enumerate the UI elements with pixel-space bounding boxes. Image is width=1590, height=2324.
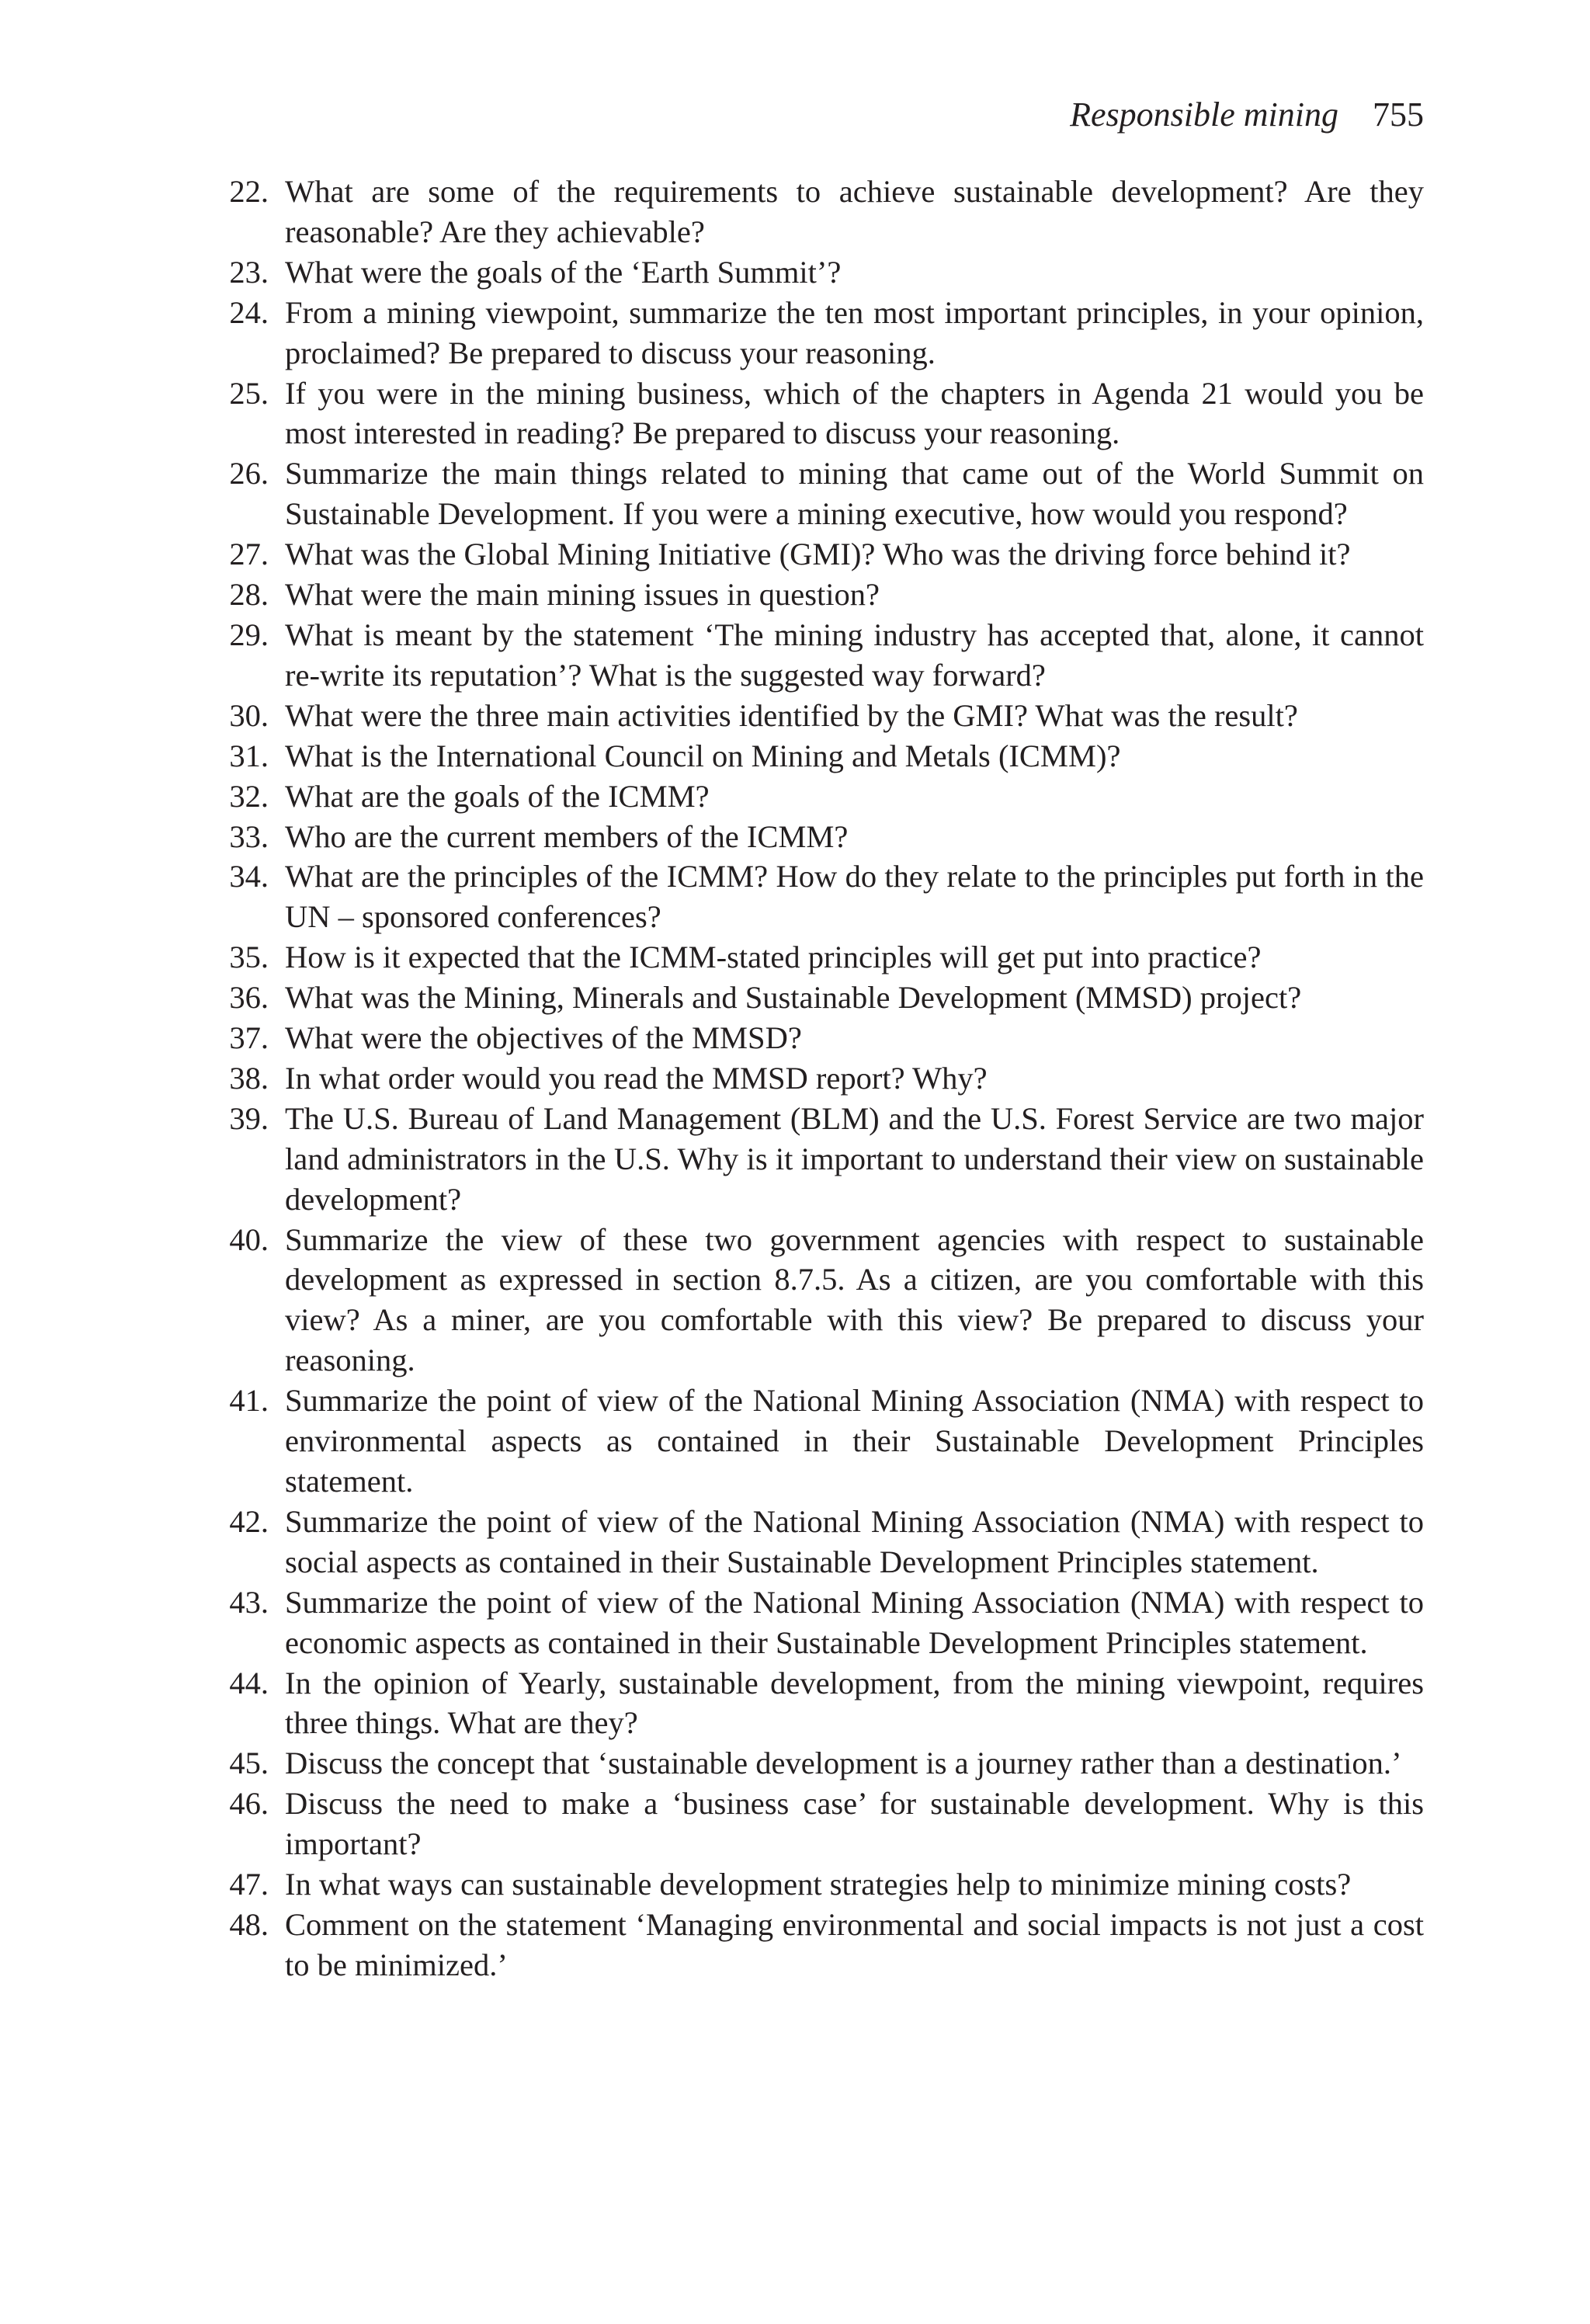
question-text: What were the goals of the ‘Earth Summit’?: [285, 254, 842, 290]
question-number: 36.: [229, 980, 269, 1016]
question-item: [203, 252, 1424, 293]
question-text: What were the objectives of the MMSD?: [285, 1020, 802, 1056]
question-number: 27.: [229, 537, 269, 572]
question-number: 38.: [229, 1060, 269, 1096]
question-number: 26.: [229, 456, 269, 492]
question-number: 33.: [229, 818, 269, 854]
question-number: 34.: [229, 859, 269, 895]
question-number: 22.: [229, 174, 269, 209]
question-item: [203, 856, 1424, 937]
question-item: [203, 1058, 1424, 1099]
question-item: [203, 937, 1424, 978]
question-text: From a mining viewpoint, summarize the ten most important principles, in your opinion, proclaimed? Be prepared to discuss your reasoning.: [285, 294, 1424, 370]
question-item: [203, 1018, 1424, 1058]
question-text: Discuss the concept that ‘sustainable development is a journey rather than a destination.’: [285, 1746, 1402, 1781]
question-number: 48.: [229, 1906, 269, 1942]
question-text: Comment on the statement ‘Managing environmental and social impacts is not just a cost to be minimized.’: [285, 1906, 1424, 1982]
question-text: What was the Global Mining Initiative (GMI)? Who was the driving force behind it?: [285, 537, 1351, 572]
question-number: 46.: [229, 1786, 269, 1822]
question-item: [203, 534, 1424, 575]
question-text: What was the Mining, Minerals and Sustainable Development (MMSD) project?: [285, 980, 1302, 1016]
question-number: 44.: [229, 1665, 269, 1700]
question-text: Summarize the point of view of the National Mining Association (NMA) with respect to social aspects as contained in their Sustainable Development Principles statement.: [285, 1503, 1424, 1579]
question-item: [203, 373, 1424, 454]
question-item: [203, 1743, 1424, 1784]
question-number: 35.: [229, 940, 269, 975]
question-text: Who are the current members of the ICMM?: [285, 818, 849, 854]
question-item: [203, 1220, 1424, 1381]
question-item: [203, 615, 1424, 696]
question-text: The U.S. Bureau of Land Management (BLM) and the U.S. Forest Service are two major land administrators in the U.S. Why is it important to understand their view on sustainable development?: [285, 1100, 1424, 1217]
question-number: 29.: [229, 617, 269, 652]
question-item: [203, 453, 1424, 534]
question-number: 24.: [229, 294, 269, 330]
question-item: [203, 1905, 1424, 1985]
question-number: 23.: [229, 254, 269, 290]
running-head-title: Responsible mining: [1070, 96, 1338, 134]
question-text: In the opinion of Yearly, sustainable development, from the mining viewpoint, requires three things. What are they?: [285, 1665, 1424, 1741]
question-item: [203, 776, 1424, 817]
question-text: What is meant by the statement ‘The mining industry has accepted that, alone, it cannot re-write its reputation’? What is the suggested way forward?: [285, 617, 1424, 693]
page-number: 755: [1373, 96, 1424, 134]
question-number: 25.: [229, 375, 269, 411]
question-text: What is the International Council on Mining and Metals (ICMM)?: [285, 738, 1121, 773]
question-number: 39.: [229, 1100, 269, 1136]
question-number: 45.: [229, 1746, 269, 1781]
question-item: [203, 1784, 1424, 1864]
question-item: [203, 1502, 1424, 1582]
question-item: [203, 1864, 1424, 1905]
question-text: Summarize the point of view of the National Mining Association (NMA) with respect to economic aspects as contained in their Sustainable Development Principles statement.: [285, 1584, 1424, 1660]
question-text: Discuss the need to make a ‘business case’ for sustainable development. Why is this important?: [285, 1786, 1424, 1862]
question-item: [203, 1582, 1424, 1663]
question-item: [203, 293, 1424, 373]
question-text: What are the goals of the ICMM?: [285, 778, 710, 814]
question-text: In what ways can sustainable development strategies help to minimize mining costs?: [285, 1867, 1352, 1902]
question-text: In what order would you read the MMSD report? Why?: [285, 1060, 988, 1096]
question-item: [203, 736, 1424, 776]
question-text: What are the principles of the ICMM? How do they relate to the principles put forth in the UN – sponsored conferences?: [285, 859, 1424, 935]
question-text: If you were in the mining business, which of the chapters in Agenda 21 would you be most interested in reading? Be prepared to discuss your reasoning.: [285, 375, 1424, 451]
question-number: 30.: [229, 697, 269, 733]
question-item: [203, 817, 1424, 857]
question-number: 43.: [229, 1584, 269, 1620]
question-item: [203, 575, 1424, 615]
question-item: [203, 696, 1424, 736]
question-number: 40.: [229, 1221, 269, 1257]
question-item: [203, 1663, 1424, 1744]
question-number: 47.: [229, 1867, 269, 1902]
question-text: Summarize the main things related to mining that came out of the World Summit on Sustainable Development. If you were a mining executive, how would you respond?: [285, 456, 1424, 532]
question-text: What were the three main activities identified by the GMI? What was the result?: [285, 697, 1298, 733]
question-text: How is it expected that the ICMM-stated principles will get put into practice?: [285, 940, 1262, 975]
question-text: Summarize the point of view of the National Mining Association (NMA) with respect to environmental aspects as contained in their Sustainable Development Principles statement.: [285, 1383, 1424, 1499]
running-head: [1070, 92, 1424, 138]
question-number: 37.: [229, 1020, 269, 1056]
question-number: 42.: [229, 1503, 269, 1539]
question-item: [203, 978, 1424, 1018]
question-item: [203, 1099, 1424, 1220]
question-number: 31.: [229, 738, 269, 773]
question-text: What are some of the requirements to achieve sustainable development? Are they reasonable? Are they achievable?: [285, 174, 1424, 249]
question-number: 41.: [229, 1383, 269, 1419]
question-item: [203, 1381, 1424, 1502]
question-number: 32.: [229, 778, 269, 814]
question-list: [203, 172, 1424, 1985]
question-number: 28.: [229, 577, 269, 613]
question-text: Summarize the view of these two government agencies with respect to sustainable development as expressed in section 8.7.5. As a citizen, are you comfortable with this view? As a miner, are you comfortable with this view? Be prepared to discuss your reasoning.: [285, 1221, 1424, 1378]
question-item: [203, 172, 1424, 252]
question-text: What were the main mining issues in question?: [285, 577, 880, 613]
